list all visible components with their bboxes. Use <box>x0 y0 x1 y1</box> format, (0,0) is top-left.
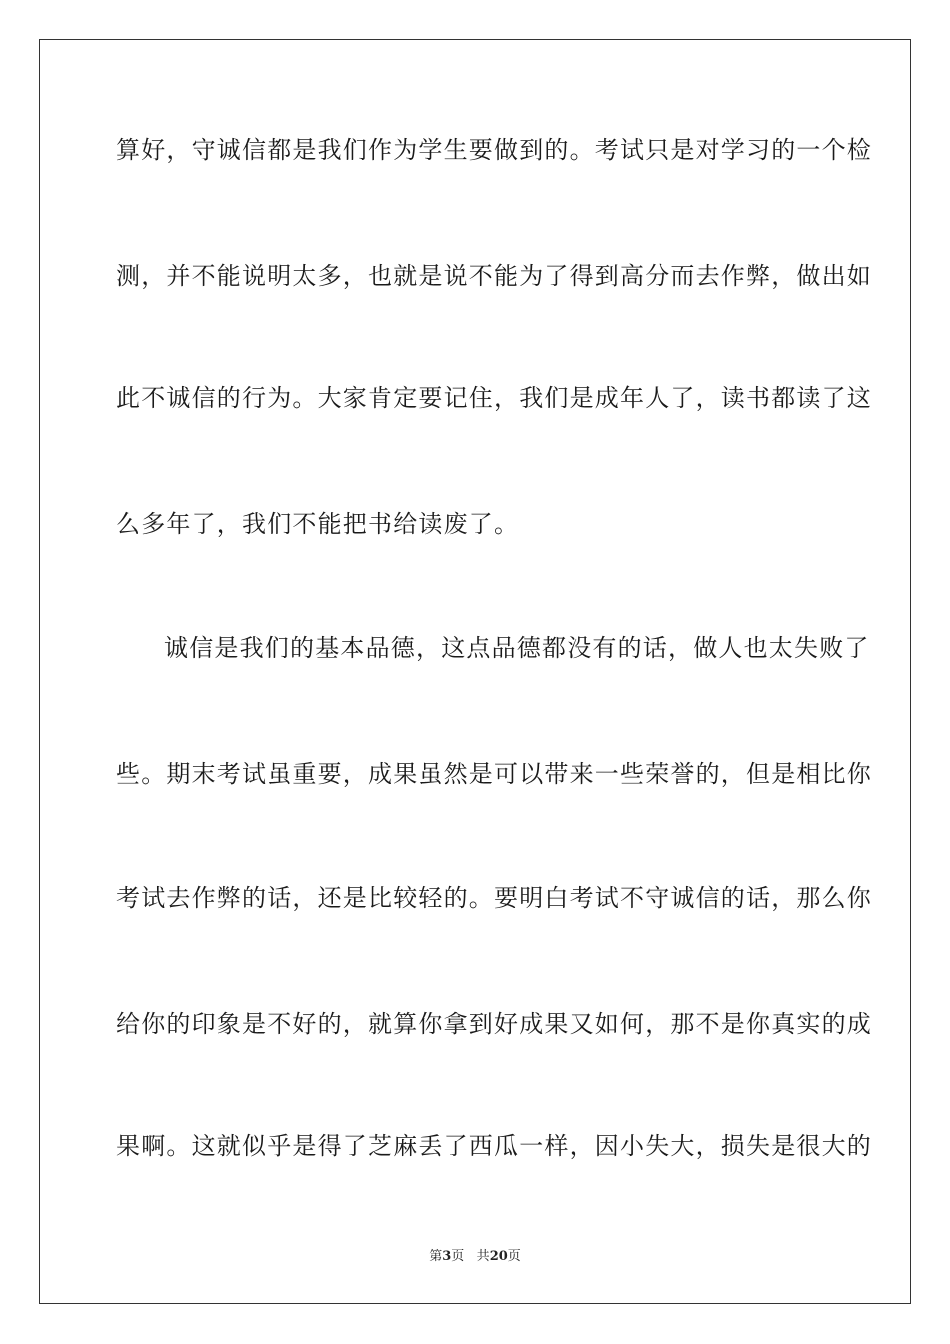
footer-page-suffix: 页 <box>451 1249 465 1264</box>
body-text-line: 此不诚信的行为。大家肯定要记住，我们是成年人了，读书都读了这 <box>116 384 872 412</box>
footer-total-prefix: 共 <box>476 1249 490 1264</box>
footer-total-pages: 20 <box>489 1249 508 1264</box>
body-text-line: 些。期末考试虽重要，成果虽然是可以带来一些荣誉的，但是相比你 <box>116 760 872 788</box>
footer-page-prefix: 第 <box>429 1249 443 1264</box>
page-border <box>39 39 911 1304</box>
body-text-line: 给你的印象是不好的，就算你拿到好成果又如何，那不是你真实的成 <box>116 1010 872 1038</box>
body-text-line: 么多年了，我们不能把书给读废了。 <box>116 510 520 538</box>
page-footer <box>0 1248 950 1266</box>
paragraph-first-line: 诚信是我们的基本品德，这点品德都没有的话，做人也太失败了 <box>164 634 870 662</box>
body-text-line: 算好，守诚信都是我们作为学生要做到的。考试只是对学习的一个检 <box>116 136 872 164</box>
body-text-line: 测，并不能说明太多，也就是说不能为了得到高分而去作弊，做出如 <box>116 262 872 290</box>
body-text-line: 考试去作弊的话，还是比较轻的。要明白考试不守诚信的话，那么你 <box>116 884 872 912</box>
footer-total-suffix: 页 <box>507 1249 521 1264</box>
body-text-line: 果啊。这就似乎是得了芝麻丢了西瓜一样，因小失大，损失是很大的 <box>116 1132 872 1160</box>
footer-page-number: 3 <box>442 1249 452 1264</box>
